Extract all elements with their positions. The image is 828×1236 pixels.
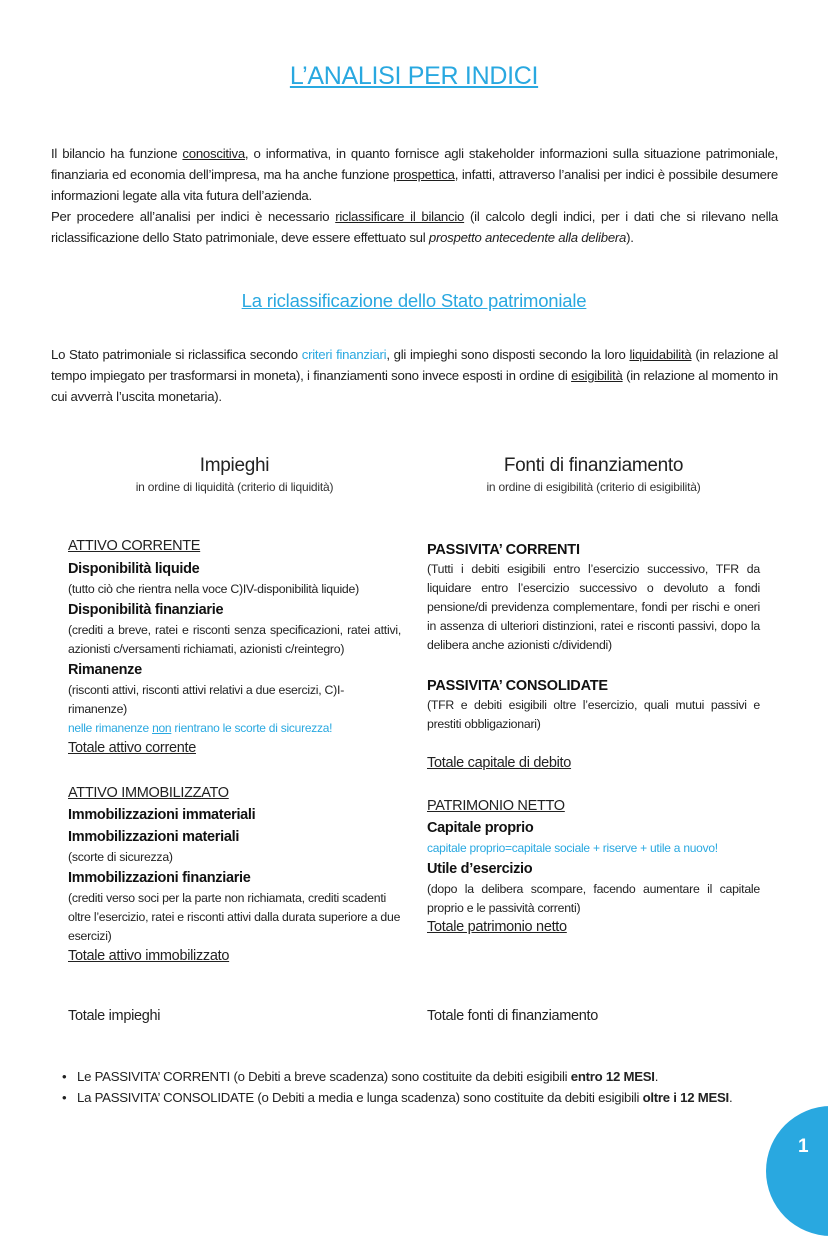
passivita-correnti-label: PASSIVITA’ CORRENTI [427, 542, 580, 558]
rimanenze-desc: (risconti attivi, risconti attivi relativi a due esercizi, C)I-rimanenze) [68, 683, 345, 716]
bullet-text: Le PASSIVITA’ CORRENTI (o Debiti a breve scadenza) sono costituite da debiti esigibili [77, 1069, 571, 1084]
fonti-subheading: in ordine di esigibilità (criterio di esigibilità) [486, 480, 701, 494]
highlighted-term: criteri finanziari [301, 347, 387, 362]
page-title: L’ANALISI PER INDICI [289, 62, 539, 90]
disponibilita-liquide: Disponibilità liquide [68, 561, 200, 577]
disponibilita-liquide-desc: (tutto ciò che rientra nella voce C)IV-disponibilità liquide) [68, 582, 359, 596]
section-subtitle: La riclassificazione dello Stato patrimoniale [241, 290, 587, 311]
passivita-consolidate-desc: (TFR e debiti esigibili oltre l’esercizio, quali mutui passivi e prestiti obbligazionari) [427, 698, 760, 731]
impieghi-heading-block [68, 455, 401, 494]
totale-capitale-debito: Totale capitale di debito [427, 755, 572, 771]
underlined-term: conoscitiva [182, 146, 245, 161]
underlined-term: prospettica [392, 167, 455, 182]
totale-impieghi: Totale impieghi [68, 1008, 161, 1024]
note-underlined: non [152, 721, 172, 735]
classification-paragraph [51, 344, 778, 407]
page-number: 1 [798, 1136, 809, 1157]
fonti-heading-block [427, 455, 760, 494]
passivita-consolidate-label: PASSIVITA’ CONSOLIDATE [427, 678, 608, 694]
note-text: nelle rimanenze [68, 721, 153, 735]
totale-attivo-corrente: Totale attivo corrente [68, 740, 196, 756]
fonti-heading: Fonti di finanziamento [503, 455, 684, 476]
immobilizzazioni-materiali-desc: (scorte di sicurezza) [68, 850, 173, 864]
impieghi-heading: Impieghi [199, 455, 270, 476]
immobilizzazioni-immateriali: Immobilizzazioni immateriali [68, 807, 256, 823]
impieghi-column [68, 537, 401, 966]
rimanenze: Rimanenze [68, 662, 142, 678]
intro-paragraph-1 [51, 143, 778, 206]
utile-esercizio: Utile d’esercizio [427, 861, 533, 877]
bullet-passivita-correnti [62, 1066, 782, 1087]
note-text: rientrano le scorte di sicurezza! [171, 721, 333, 735]
text-run: (in relazione al tempo impiegato per trasformarsi in moneta), i finanziamenti sono invece esposti in ordine di [51, 347, 778, 383]
immobilizzazioni-finanziarie-desc: (crediti verso soci per la parte non richiamata, crediti scadenti oltre l’esercizio, ratei e risconti attivi dalla durata superiore a due esercizi) [68, 891, 401, 943]
bullet-passivita-consolidate [62, 1087, 782, 1108]
text-run: Per procedere all’analisi per indici è necessario [51, 209, 336, 224]
bullet-end: . [654, 1069, 659, 1084]
text-run: , gli impieghi sono disposti secondo la loro [386, 347, 630, 362]
summary-bullets [62, 1066, 782, 1108]
capitale-proprio-note: capitale proprio=capitale sociale + riserve + utile a nuovo! [427, 841, 718, 855]
fonti-column [427, 541, 760, 937]
text-run: ). [626, 230, 634, 245]
immobilizzazioni-materiali: Immobilizzazioni materiali [68, 829, 240, 845]
totale-patrimonio-netto: Totale patrimonio netto [427, 919, 567, 935]
immobilizzazioni-finanziarie: Immobilizzazioni finanziarie [68, 870, 251, 886]
text-run: (in relazione al momento in cui avverrà l’uscita monetaria). [51, 368, 779, 404]
patrimonio-netto-label: PATRIMONIO NETTO [427, 798, 565, 814]
bullet-end: . [728, 1090, 733, 1105]
page-number-badge [766, 1106, 828, 1236]
underlined-term: liquidabilità [629, 347, 692, 362]
intro-paragraph-2 [51, 206, 778, 248]
text-run: (il calcolo degli indici, per i dati che si rilevano nella riclassificazione dello Stato patrimoniale, deve essere effettuato sul [51, 209, 779, 245]
underlined-term: esigibilità [571, 368, 623, 383]
disponibilita-finanziarie-desc: (crediti a breve, ratei e risconti senza specificazioni, ratei attivi, azionisti c/versamenti richiamati, azionisti c/reintegro) [68, 623, 401, 656]
disponibilita-finanziarie: Disponibilità finanziarie [68, 602, 224, 618]
text-run: , o informativa, in quanto fornisce agli stakeholder informazioni sulla situazione patrimoniale, finanziaria ed economia dell’impresa, ma ha anche funzione [51, 146, 778, 182]
passivita-correnti-desc: (Tutti i debiti esigibili entro l’esercizio successivo, TFR da liquidare entro l’esercizio successivo o devoluto a fondi pensione/di previdenza complementare, fondi per rischi e oneri in assenza di ulteriori distinzioni, ratei e risconti passivi, dopo la delibera anche azionisti c/dividendi) [427, 562, 760, 652]
capitale-proprio: Capitale proprio [427, 820, 534, 836]
impieghi-subheading: in ordine di liquidità (criterio di liquidità) [135, 480, 334, 494]
italic-term: prospetto antecedente alla delibera [428, 230, 627, 245]
rimanenze-note [68, 719, 401, 738]
underlined-term: riclassificare il bilancio [335, 209, 465, 224]
bullet-text: La PASSIVITA’ CONSOLIDATE (o Debiti a media e lunga scadenza) sono costituite da debiti esigibili [77, 1090, 643, 1105]
totale-fonti: Totale fonti di finanziamento [427, 1008, 599, 1024]
text-run: Il bilancio ha funzione [51, 146, 183, 161]
text-run: Lo Stato patrimoniale si riclassifica secondo [51, 347, 302, 362]
bullet-bold: oltre i 12 MESI [642, 1090, 729, 1105]
text-run: , infatti, attraverso l’analisi per indici è possibile desumere informazioni legate alla vita futura dell’azienda. [51, 167, 778, 203]
attivo-corrente-label: ATTIVO CORRENTE [68, 538, 201, 554]
utile-esercizio-desc: (dopo la delibera scompare, facendo aumentare il capitale proprio e le passività correnti) [427, 882, 760, 915]
attivo-immobilizzato-label: ATTIVO IMMOBILIZZATO [68, 785, 229, 801]
totale-attivo-immobilizzato: Totale attivo immobilizzato [68, 948, 230, 964]
intro-text [51, 143, 778, 248]
bullet-bold: entro 12 MESI [570, 1069, 655, 1084]
